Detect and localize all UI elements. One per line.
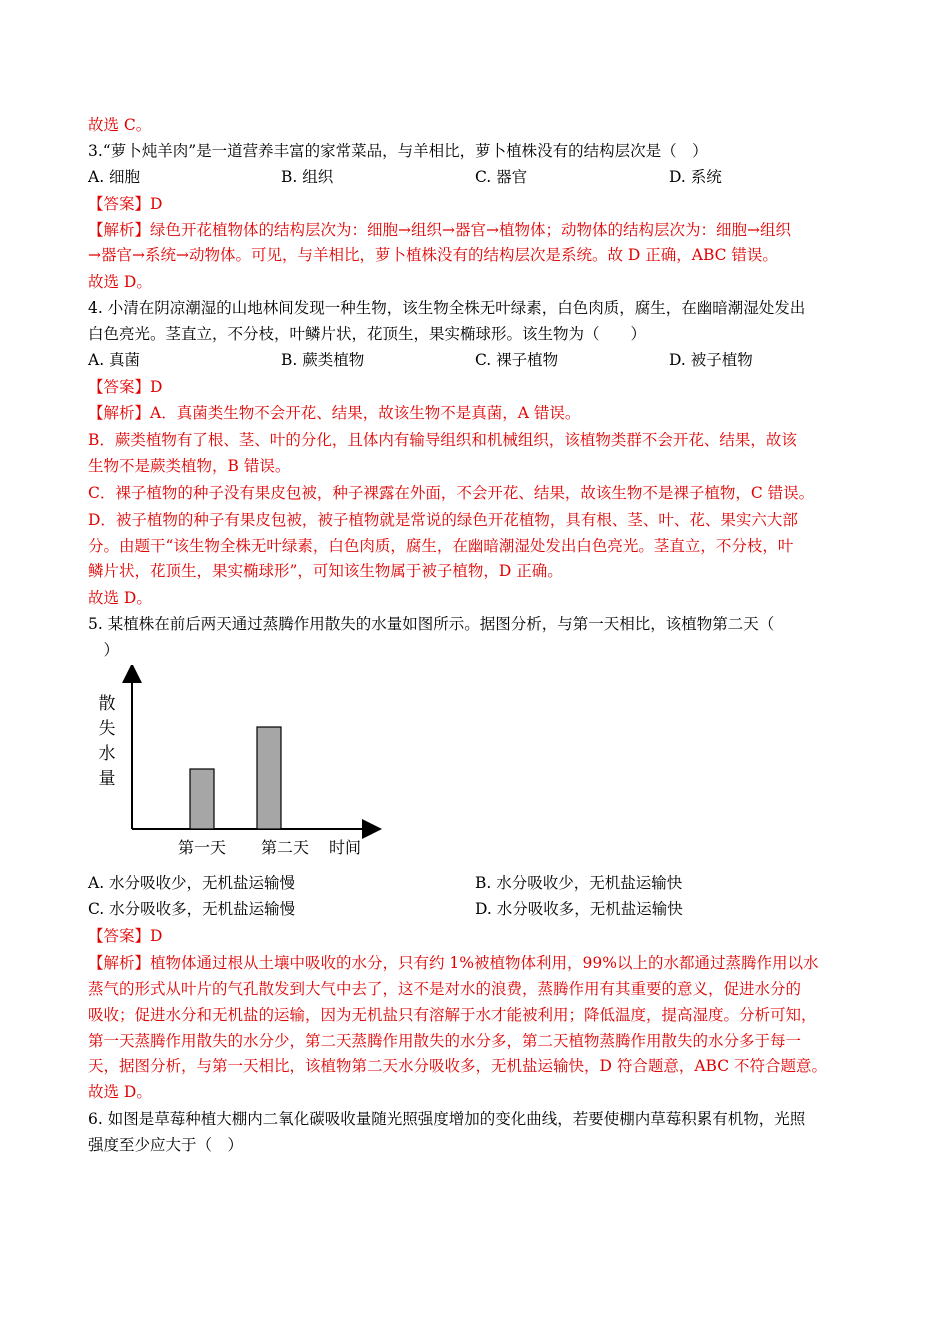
- q3-stem: 3.“萝卜炖羊肉”是一道营养丰富的家常菜品，与羊相比，萝卜植株没有的结构层次是（ ）: [88, 142, 708, 160]
- q4-explanation-2: B．蕨类植物有了根、茎、叶的分化，且体内有输导组织和机械组织，该植物类群不会开花、结果，故该: [88, 431, 797, 449]
- q3-option-d: D. 系统: [669, 168, 722, 186]
- q4-conclusion: 故选 D。: [88, 589, 152, 607]
- q5-stem-2: ）: [88, 641, 120, 659]
- q5-option-d: D. 水分吸收多，无机盐运输快: [475, 900, 683, 918]
- y-label-char-3: 水: [98, 744, 116, 764]
- q2-conclusion: 故选 C。: [88, 116, 152, 134]
- q5-explanation-1: 【解析】植物体通过根从土壤中吸收的水分，只有约 1%被植物体利用，99%以上的水都通过蒸腾作用以水: [88, 954, 819, 972]
- q6-stem-1: 6. 如图是草莓种植大棚内二氧化碳吸收量随光照强度增加的变化曲线，若要使棚内草莓积累有机物，光照: [88, 1110, 806, 1128]
- q5-option-a: A. 水分吸收少，无机盐运输慢: [88, 874, 296, 892]
- q5-conclusion: 故选 D。: [88, 1083, 152, 1101]
- q4-explanation-1: 【解析】A．真菌类生物不会开花、结果，故该生物不是真菌，A 错误。: [88, 404, 581, 422]
- q5-option-b: B. 水分吸收少，无机盐运输快: [475, 874, 683, 892]
- q4-explanation-3: 生物不是蕨类植物，B 错误。: [88, 457, 291, 475]
- y-label-char-4: 量: [98, 769, 116, 789]
- q3-explanation-2: →器官→系统→动物体。可见，与羊相比，萝卜植株没有的结构层次是系统。故 D 正确，ABC 错误。: [88, 246, 778, 264]
- q4-explanation-5: D．被子植物的种子有果皮包被，被子植物就是常说的绿色开花植物，具有根、茎、叶、花、果实六大部: [88, 511, 798, 529]
- q5-explanation-5: 天，据图分析，与第一天相比，该植物第二天水分吸收多，无机盐运输快，D 符合题意，ABC 不符合题意。: [88, 1057, 828, 1075]
- q3-conclusion: 故选 D。: [88, 273, 152, 291]
- q5-explanation-4: 第一天蒸腾作用散失的水分少，第二天蒸腾作用散失的水分多，第二天植物蒸腾作用散失的水分多于每一: [88, 1032, 802, 1050]
- bar-day-2: [257, 727, 281, 829]
- q3-explanation-1: 【解析】绿色开花植物体的结构层次为：细胞→组织→器官→植物体；动物体的结构层次为：细胞→组织: [88, 221, 791, 239]
- x-tick-day-1: 第一天: [177, 838, 227, 857]
- q4-explanation-7: 鳞片状，花顶生，果实椭球形”，可知该生物属于被子植物，D 正确。: [88, 562, 563, 580]
- q4-option-a: A. 真菌: [88, 351, 141, 369]
- q4-stem-2: 白色亮光。茎直立，不分枝，叶鳞片状，花顶生，果实椭球形。该生物为（ ）: [88, 325, 647, 343]
- q5-stem-1: 5. 某植株在前后两天通过蒸腾作用散失的水量如图所示。据图分析，与第一天相比，该植物第二天（: [88, 615, 775, 633]
- q4-answer: 【答案】D: [88, 378, 163, 396]
- transpiration-bar-chart: [90, 665, 390, 865]
- q5-option-c: C. 水分吸收多，无机盐运输慢: [88, 900, 296, 918]
- q3-option-c: C. 器官: [475, 168, 528, 186]
- q4-option-b: B. 蕨类植物: [281, 351, 365, 369]
- q5-answer: 【答案】D: [88, 927, 163, 945]
- q6-stem-2: 强度至少应大于（ ）: [88, 1136, 244, 1154]
- x-tick-day-2: 第二天: [260, 838, 310, 857]
- y-label-char-1: 散: [98, 694, 116, 714]
- q4-option-d: D. 被子植物: [669, 351, 753, 369]
- q3-option-a: A. 细胞: [88, 168, 141, 186]
- q4-explanation-6: 分。由题干“该生物全株无叶绿素，白色肉质，腐生，在幽暗潮湿处发出白色亮光。茎直立，不分枝，叶: [88, 537, 794, 555]
- q3-option-b: B. 组织: [281, 168, 334, 186]
- q5-explanation-2: 蒸气的形式从叶片的气孔散发到大气中去了，这不是对水的浪费，蒸腾作用有其重要的意义，促进水分的: [88, 980, 802, 998]
- q4-explanation-4: C．裸子植物的种子没有果皮包被，种子裸露在外面，不会开花、结果，故该生物不是裸子植物，C 错误。: [88, 484, 815, 502]
- x-axis-label: 时间: [328, 838, 362, 857]
- q3-answer: 【答案】D: [88, 195, 163, 213]
- q4-option-c: C. 裸子植物: [475, 351, 559, 369]
- bar-day-1: [190, 769, 214, 829]
- q5-explanation-3: 吸收；促进水分和无机盐的运输，因为无机盐只有溶解于水才能被利用；降低温度，提高湿度。分析可知，: [88, 1006, 817, 1024]
- y-label-char-2: 失: [98, 719, 116, 739]
- q4-stem-1: 4. 小清在阴凉潮湿的山地林间发现一种生物，该生物全株无叶绿素，白色肉质，腐生，在幽暗潮湿处发出: [88, 299, 806, 317]
